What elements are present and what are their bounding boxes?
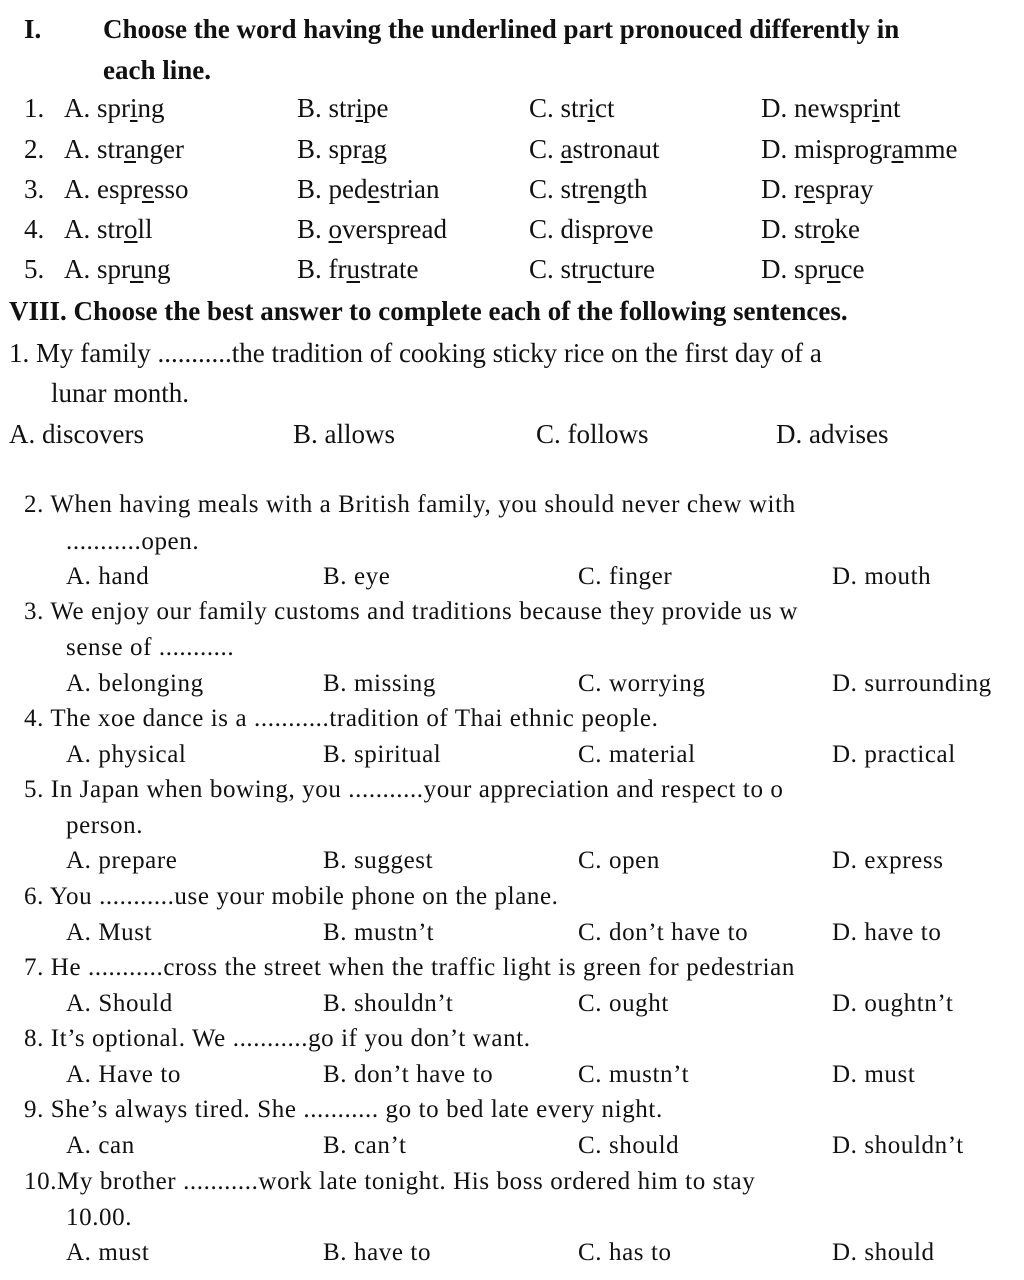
underlined-letter: u: [130, 254, 144, 284]
underlined-letter: a: [124, 134, 136, 164]
question-3-option-c[interactable]: C. worrying: [578, 670, 706, 697]
question-8-line1: 8. It’s optional. We ...........go if you don’t want.: [24, 1025, 531, 1052]
question-3-option-a[interactable]: A. belonging: [66, 670, 204, 697]
section-1-option[interactable]: [761, 253, 864, 285]
option-text-before: B. ped: [297, 174, 368, 204]
question-4-option-d[interactable]: D. practical: [832, 741, 956, 768]
question-1-option-c[interactable]: C. follows: [536, 419, 649, 449]
section-1-option[interactable]: [64, 133, 184, 165]
question-9-option-d[interactable]: D. shouldn’t: [832, 1132, 964, 1159]
question-5-option-d[interactable]: D. express: [832, 847, 944, 874]
question-10-option-c[interactable]: C. has to: [578, 1239, 672, 1266]
option-text-after: cture: [601, 254, 655, 284]
underlined-letter: u: [346, 254, 360, 284]
option-text-before: D. spr: [761, 254, 827, 284]
section-1-option[interactable]: [297, 173, 439, 205]
section-1-number: I.: [24, 14, 42, 44]
option-text-before: C. str: [529, 174, 588, 204]
option-text-after: ve: [628, 214, 654, 244]
section-1-option[interactable]: [297, 92, 389, 124]
section-1-option[interactable]: [529, 213, 654, 245]
question-5-option-b[interactable]: B. suggest: [323, 847, 434, 874]
question-2-option-d[interactable]: D. mouth: [832, 563, 932, 590]
question-4-option-b[interactable]: B. spiritual: [323, 741, 442, 768]
option-text-after: spray: [814, 174, 874, 204]
option-text-before: C.: [529, 134, 561, 164]
underlined-letter: e: [367, 174, 380, 204]
section-1-row-number: 4.: [24, 214, 45, 244]
option-text-after: nt: [879, 93, 901, 123]
underlined-letter: o: [124, 214, 138, 244]
underlined-letter: a: [361, 134, 374, 164]
option-text-after: ce: [840, 254, 865, 284]
question-8-option-b[interactable]: B. don’t have to: [323, 1061, 494, 1088]
section-1-option[interactable]: [529, 253, 655, 285]
option-text-after: g: [373, 134, 387, 164]
section-1-option[interactable]: [529, 173, 648, 205]
option-text-after: strate: [360, 254, 419, 284]
question-7-option-a[interactable]: A. Should: [66, 990, 173, 1017]
question-4-option-c[interactable]: C. material: [578, 741, 696, 768]
option-text-before: A. spr: [64, 254, 130, 284]
section-1-option[interactable]: [761, 173, 873, 205]
option-text-before: B. str: [297, 93, 356, 123]
question-10-option-b[interactable]: B. have to: [323, 1239, 432, 1266]
section-1-option[interactable]: [761, 213, 860, 245]
section-1-option[interactable]: [297, 253, 418, 285]
question-8-option-d[interactable]: D. must: [832, 1061, 916, 1088]
question-5-option-a[interactable]: A. prepare: [66, 847, 178, 874]
option-text-after: ke: [834, 214, 860, 244]
question-7-option-b[interactable]: B. shouldn’t: [323, 990, 454, 1017]
underlined-letter: e: [587, 174, 600, 204]
underlined-letter: i: [130, 93, 138, 123]
option-text-before: C. str: [529, 93, 588, 123]
section-1-option[interactable]: [64, 92, 165, 124]
question-6-option-b[interactable]: B. mustn’t: [323, 919, 435, 946]
option-text-after: verspread: [342, 214, 447, 244]
section-1-title-line2: each line.: [103, 55, 211, 85]
question-1-line1: 1. My family ...........the tradition of cooking sticky rice on the first day of a: [9, 338, 822, 368]
underlined-letter: a: [891, 134, 904, 164]
section-1-option[interactable]: [297, 133, 387, 165]
option-text-after: pe: [363, 93, 389, 123]
option-text-before: D. misprogr: [761, 134, 892, 164]
question-2-option-c[interactable]: C. finger: [578, 563, 673, 590]
section-1-option[interactable]: [529, 92, 615, 124]
question-2-line1: 2. When having meals with a British family, you should never chew with: [24, 491, 796, 518]
section-1-row-number: 1.: [24, 93, 45, 123]
section-1-option[interactable]: [64, 213, 153, 245]
question-8-option-c[interactable]: C. mustn’t: [578, 1061, 690, 1088]
option-text-before: A. str: [64, 214, 124, 244]
question-10-line2: 10.00.: [66, 1204, 133, 1231]
question-3-line1: 3. We enjoy our family customs and traditions because they provide us w: [24, 598, 798, 625]
question-1-option-b[interactable]: B. allows: [293, 419, 396, 449]
question-6-option-a[interactable]: A. Must: [66, 919, 153, 946]
underlined-letter: u: [587, 254, 602, 284]
underlined-letter: i: [871, 93, 880, 123]
question-4-option-a[interactable]: A. physical: [66, 741, 187, 768]
option-text-before: D. r: [761, 174, 803, 204]
question-8-option-a[interactable]: A. Have to: [66, 1061, 181, 1088]
question-9-line1: 9. She’s always tired. She ........... go to bed late every night.: [24, 1096, 663, 1123]
option-text-before: B.: [297, 214, 329, 244]
question-5-option-c[interactable]: C. open: [578, 847, 660, 874]
section-1-row-number: 2.: [24, 134, 45, 164]
option-text-after: ngth: [599, 174, 648, 204]
question-6-option-c[interactable]: C. don’t have to: [578, 919, 749, 946]
question-1-option-a[interactable]: A. discovers: [9, 419, 144, 449]
question-10-option-a[interactable]: A. must: [66, 1239, 150, 1266]
option-text-after: stronaut: [572, 134, 660, 164]
section-1-title-line1: Choose the word having the underlined part pronouced differently in: [103, 14, 900, 44]
question-1-line2: lunar month.: [51, 378, 189, 408]
section-1-row-number: 5.: [24, 254, 45, 284]
section-1-option[interactable]: [64, 253, 171, 285]
option-text-before: C. dispr: [529, 214, 615, 244]
option-text-after: mme: [903, 134, 958, 164]
option-text-after: ll: [137, 214, 153, 244]
question-5-line1: 5. In Japan when bowing, you ...........your appreciation and respect to o: [24, 776, 784, 803]
question-2-option-b[interactable]: B. eye: [323, 563, 391, 590]
section-1-option[interactable]: [64, 173, 188, 205]
option-text-before: B. fr: [297, 254, 347, 284]
option-text-before: D. newspr: [761, 93, 872, 123]
question-7-line1: 7. He ...........cross the street when the traffic light is green for pedestrian: [24, 954, 795, 981]
underlined-letter: i: [587, 93, 596, 123]
option-text-before: A. espr: [64, 174, 142, 204]
option-text-after: ct: [595, 93, 615, 123]
option-text-after: strian: [379, 174, 440, 204]
underlined-letter: e: [141, 174, 154, 204]
question-3-option-d[interactable]: D. surrounding: [832, 670, 992, 697]
option-text-after: nger: [135, 134, 184, 164]
underlined-letter: o: [328, 214, 343, 244]
question-1-option-d[interactable]: D. advises: [776, 419, 889, 449]
option-text-after: sso: [153, 174, 189, 204]
question-6-option-d[interactable]: D. have to: [832, 919, 942, 946]
underlined-letter: a: [560, 134, 573, 164]
question-7-option-c[interactable]: C. ought: [578, 990, 669, 1017]
option-text-before: C. str: [529, 254, 588, 284]
question-7-option-d[interactable]: D. oughtn’t: [832, 990, 954, 1017]
section-1-option[interactable]: [297, 213, 447, 245]
question-2-option-a[interactable]: A. hand: [66, 563, 150, 590]
option-text-before: A. str: [64, 134, 124, 164]
question-10-option-d[interactable]: D. should: [832, 1239, 935, 1266]
option-text-before: B. spr: [297, 134, 362, 164]
option-text-before: D. str: [761, 214, 821, 244]
section-1-option[interactable]: [761, 133, 957, 165]
question-9-option-c[interactable]: C. should: [578, 1132, 680, 1159]
section-1-option[interactable]: [761, 92, 901, 124]
section-8-title: VIII. Choose the best answer to complete each of the following sentences.: [9, 296, 848, 326]
option-text-after: ng: [143, 254, 171, 284]
section-1-option[interactable]: [529, 133, 660, 165]
question-5-line2: person.: [66, 812, 144, 839]
underlined-letter: i: [355, 93, 364, 123]
question-9-option-a[interactable]: A. can: [66, 1132, 135, 1159]
option-text-after: ng: [137, 93, 165, 123]
question-3-option-b[interactable]: B. missing: [323, 670, 436, 697]
question-3-line2: sense of ...........: [66, 634, 235, 661]
option-text-before: A. spr: [64, 93, 130, 123]
section-1-row-number: 3.: [24, 174, 45, 204]
question-4-line1: 4. The xoe dance is a ...........tradition of Thai ethnic people.: [24, 705, 659, 732]
question-10-line1: 10.My brother ...........work late tonight. His boss ordered him to stay: [24, 1168, 756, 1195]
underlined-letter: e: [803, 174, 815, 204]
underlined-letter: u: [827, 254, 841, 284]
question-9-option-b[interactable]: B. can’t: [323, 1132, 407, 1159]
question-6-line1: 6. You ...........use your mobile phone on the plane.: [24, 883, 559, 910]
underlined-letter: o: [614, 214, 629, 244]
question-2-line2: ...........open.: [66, 528, 200, 555]
underlined-letter: o: [821, 214, 835, 244]
